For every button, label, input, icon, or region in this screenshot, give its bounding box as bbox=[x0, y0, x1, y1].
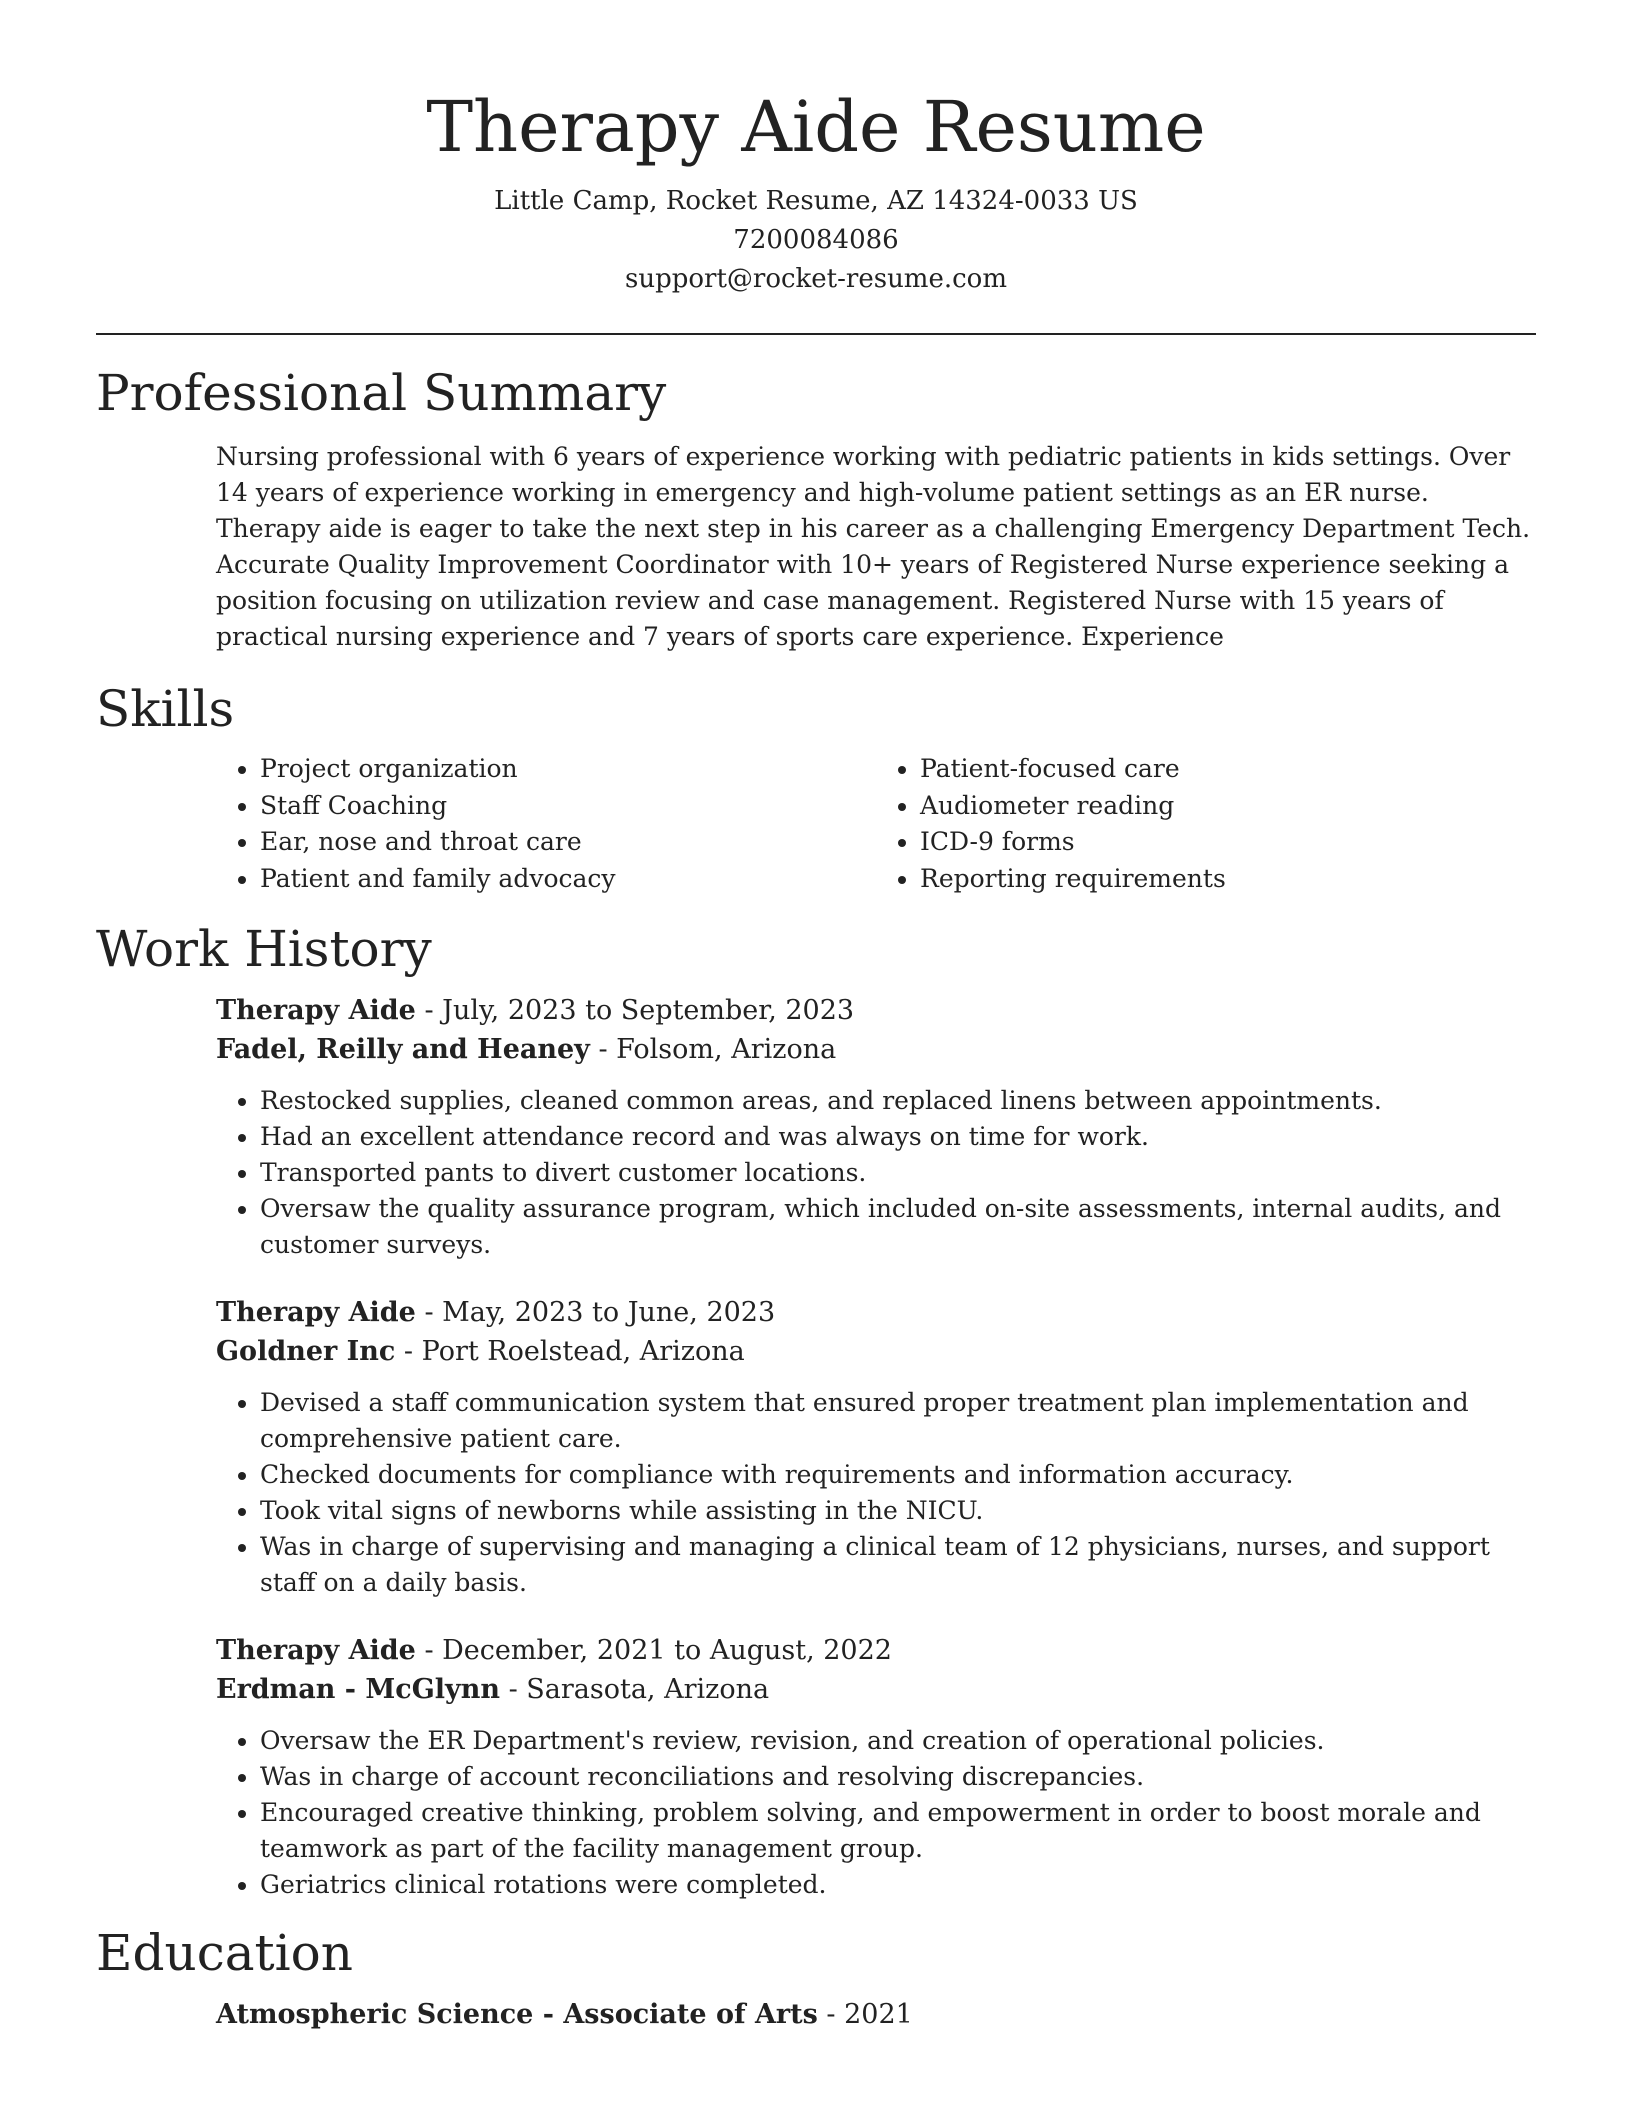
job-location: - Port Roelstead, Arizona bbox=[395, 1336, 745, 1367]
job-bullets bbox=[216, 1723, 1536, 1903]
work-history-section bbox=[96, 917, 1536, 1903]
skills-section bbox=[96, 677, 1536, 897]
job-company-line bbox=[216, 1332, 1536, 1371]
job-bullets bbox=[216, 1083, 1536, 1263]
job-company: Erdman - McGlynn bbox=[216, 1674, 500, 1705]
job-bullet: • Took vital signs of newborns while assisting in the NICU. bbox=[260, 1493, 1536, 1529]
job-bullet: • Restocked supplies, cleaned common areas, and replaced linens between appointments. bbox=[260, 1083, 1536, 1119]
job-bullet: • Devised a staff communication system that ensured proper treatment plan implementation and comprehensive patient care. bbox=[260, 1385, 1536, 1457]
job-dates: - December, 2021 to August, 2022 bbox=[415, 1635, 892, 1666]
skill-item: • Audiometer reading bbox=[920, 788, 1536, 825]
education-degree-line bbox=[216, 1995, 1536, 2034]
skill-item: • ICD-9 forms bbox=[920, 824, 1536, 861]
job-title-line bbox=[216, 1631, 1536, 1670]
contact-block bbox=[96, 182, 1536, 299]
job-bullet: • Was in charge of supervising and managing a clinical team of 12 physicians, nurses, and support staff on a daily basis. bbox=[260, 1529, 1536, 1601]
job-entry bbox=[216, 1293, 1536, 1601]
summary-heading: Professional Summary bbox=[96, 364, 667, 422]
education-degree: Atmospheric Science - Associate of Arts bbox=[216, 1999, 818, 2030]
job-bullet: • Transported pants to divert customer locations. bbox=[260, 1155, 1536, 1191]
job-bullet: • Checked documents for compliance with requirements and information accuracy. bbox=[260, 1457, 1536, 1493]
job-bullets bbox=[216, 1385, 1536, 1601]
job-bullet: • Encouraged creative thinking, problem solving, and empowerment in order to boost morale and teamwork as part of the facility management group. bbox=[260, 1795, 1536, 1867]
job-entry bbox=[216, 991, 1536, 1263]
skills-right-list bbox=[876, 751, 1536, 897]
skills-columns bbox=[216, 751, 1536, 897]
skill-item: • Project organization bbox=[260, 751, 876, 788]
contact-address: Little Camp, Rocket Resume, AZ 14324-0033 US bbox=[494, 186, 1138, 216]
job-location: - Sarasota, Arizona bbox=[499, 1674, 770, 1705]
job-company: Fadel, Reilly and Heaney bbox=[216, 1034, 590, 1065]
work-history-heading: Work History bbox=[96, 920, 432, 978]
job-title-line bbox=[216, 991, 1536, 1030]
job-bullet: • Geriatrics clinical rotations were completed. bbox=[260, 1867, 1536, 1903]
contact-phone: 7200084086 bbox=[733, 225, 899, 255]
summary-section bbox=[96, 361, 1536, 655]
education-entry bbox=[216, 1995, 1536, 2034]
contact-email: support@rocket-resume.com bbox=[624, 264, 1007, 294]
resume-header bbox=[96, 0, 1536, 299]
job-role: Therapy Aide bbox=[216, 1297, 416, 1328]
job-bullet: • Had an excellent attendance record and was always on time for work. bbox=[260, 1119, 1536, 1155]
job-bullet: • Oversaw the quality assurance program, which included on-site assessments, internal audits, and customer surveys. bbox=[260, 1191, 1536, 1263]
skill-item: • Reporting requirements bbox=[920, 861, 1536, 898]
job-company: Goldner Inc bbox=[216, 1336, 396, 1367]
job-location: - Folsom, Arizona bbox=[589, 1034, 837, 1065]
skills-heading: Skills bbox=[96, 680, 235, 738]
header-divider bbox=[96, 333, 1536, 335]
skills-left-list bbox=[216, 751, 876, 897]
skill-item: • Ear, nose and throat care bbox=[260, 824, 876, 861]
job-company-line bbox=[216, 1670, 1536, 1709]
job-bullet: • Oversaw the ER Department's review, revision, and creation of operational policies. bbox=[260, 1723, 1536, 1759]
skill-item: • Patient-focused care bbox=[920, 751, 1536, 788]
education-heading: Education bbox=[96, 1924, 353, 1982]
education-section bbox=[96, 1921, 1536, 2034]
job-bullet: • Was in charge of account reconciliations and resolving discrepancies. bbox=[260, 1759, 1536, 1795]
job-dates: - July, 2023 to September, 2023 bbox=[415, 995, 855, 1026]
skill-item: • Staff Coaching bbox=[260, 788, 876, 825]
resume-page bbox=[96, 0, 1536, 2034]
job-title-line bbox=[216, 1293, 1536, 1332]
job-role: Therapy Aide bbox=[216, 995, 416, 1026]
skill-item: • Patient and family advocacy bbox=[260, 861, 876, 898]
job-dates: - May, 2023 to June, 2023 bbox=[415, 1297, 776, 1328]
job-entry bbox=[216, 1631, 1536, 1903]
resume-title: Therapy Aide Resume bbox=[426, 86, 1206, 168]
summary-text: Nursing professional with 6 years of experience working with pediatric patients in kids settings. Over 14 years of experience working in emergency and high-volume patient settings as an ER nurse. Therapy aide is eager to take the next step in his career as a challenging Emergency Department Tech. Accurate Quality Improvement Coordinator with 10+ years of Registered Nurse experience seeking a position focusing on utilization review and case management. Registered Nurse with 15 years of practical nursing experience and 7 years of sports care experience. Experience bbox=[216, 442, 1531, 651]
job-role: Therapy Aide bbox=[216, 1635, 416, 1666]
education-year: - 2021 bbox=[817, 1999, 913, 2030]
job-company-line bbox=[216, 1030, 1536, 1069]
